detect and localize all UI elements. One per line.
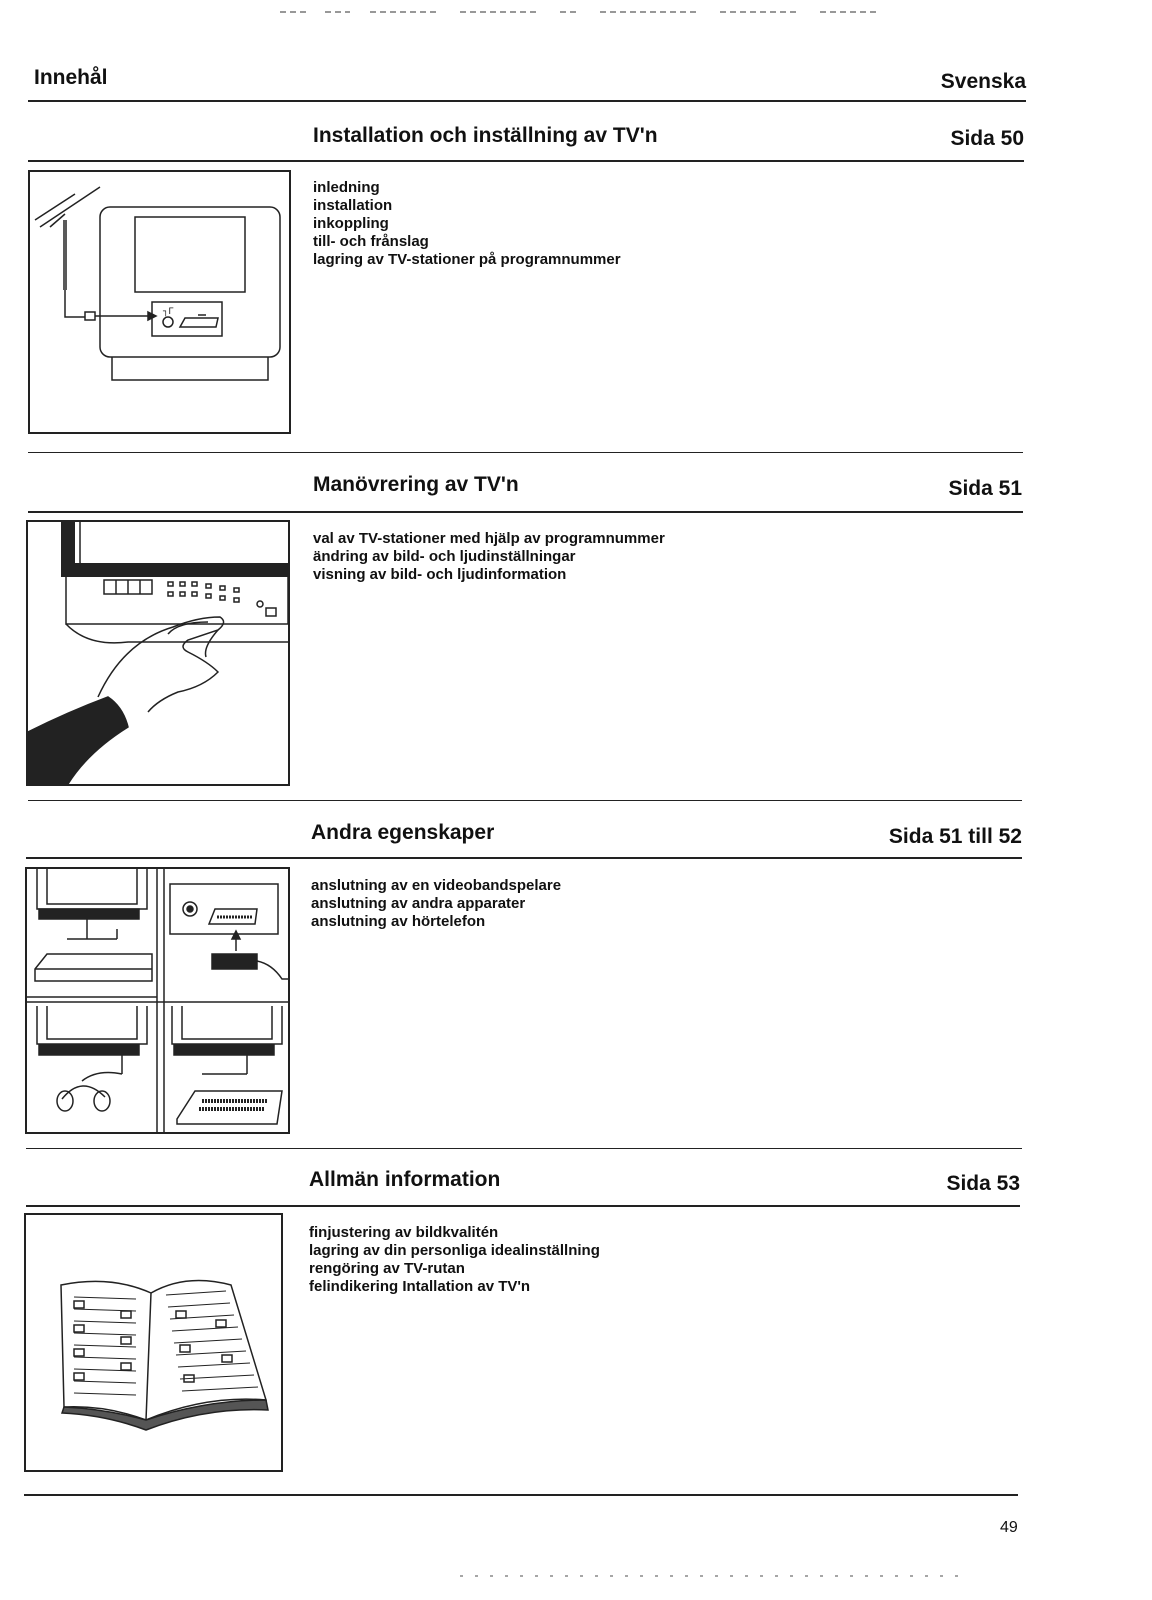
section-rule [28, 160, 1024, 162]
section-rule [28, 511, 1023, 513]
section-top-rule [28, 452, 1023, 453]
section-rule [26, 1205, 1020, 1207]
section-items-general-information [309, 1224, 600, 1296]
footer-rule [24, 1494, 1018, 1496]
illustration-hand-pressing-tv-buttons [26, 520, 290, 786]
section-page-installation: Sida 50 [950, 127, 1024, 150]
section-top-rule [26, 1148, 1022, 1149]
section-page-general-information: Sida 53 [946, 1172, 1020, 1195]
list-item: inledning [313, 179, 380, 196]
section-top-rule [28, 800, 1022, 801]
list-item: anslutning av en videobandspelare [311, 877, 562, 894]
section-title-other-features: Andra egenskaper [311, 821, 495, 844]
list-item: lagring av TV-stationer på programnummer [313, 251, 621, 268]
list-item: installation [313, 197, 393, 214]
illustration-tv-antenna-connection [28, 170, 291, 434]
section-title-installation: Installation och inställning av TV'n [313, 124, 658, 147]
section-title-operation: Manövrering av TV'n [313, 473, 519, 496]
list-item: inkoppling [313, 215, 389, 232]
svg-text:┐Γ: ┐Γ [163, 307, 174, 317]
list-item: anslutning av hörtelefon [311, 913, 486, 930]
section-rule [26, 857, 1022, 859]
section-title-general-information: Allmän information [309, 1168, 501, 1191]
section-page-operation: Sida 51 [948, 477, 1022, 500]
header-rule [28, 100, 1026, 102]
list-item: val av TV-stationer med hjälp av programnummer [313, 530, 665, 547]
illustration-open-manual [24, 1213, 283, 1472]
scan-artifact-top [280, 8, 880, 16]
list-item: visning av bild- och ljudinformation [313, 566, 567, 583]
page-title: Innehål [34, 66, 108, 89]
list-item: ändring av bild- och ljudinställningar [313, 548, 576, 565]
section-items-operation [313, 530, 665, 584]
list-item: lagring av din personliga idealinställning [309, 1242, 600, 1259]
section-items-installation [313, 179, 621, 269]
list-item: felindikering Intallation av TV'n [309, 1278, 531, 1295]
list-item: anslutning av andra apparater [311, 895, 526, 912]
section-items-other-features [311, 877, 561, 931]
scan-artifact-bottom [460, 1572, 960, 1580]
list-item: rengöring av TV-rutan [309, 1260, 465, 1277]
page-number: 49 [1000, 1519, 1018, 1536]
section-page-other-features: Sida 51 till 52 [888, 825, 1022, 848]
list-item: till- och frånslag [313, 233, 429, 250]
illustration-connections-grid [25, 867, 290, 1134]
language-label: Svenska [940, 70, 1026, 93]
list-item: finjustering av bildkvalitén [309, 1224, 499, 1241]
